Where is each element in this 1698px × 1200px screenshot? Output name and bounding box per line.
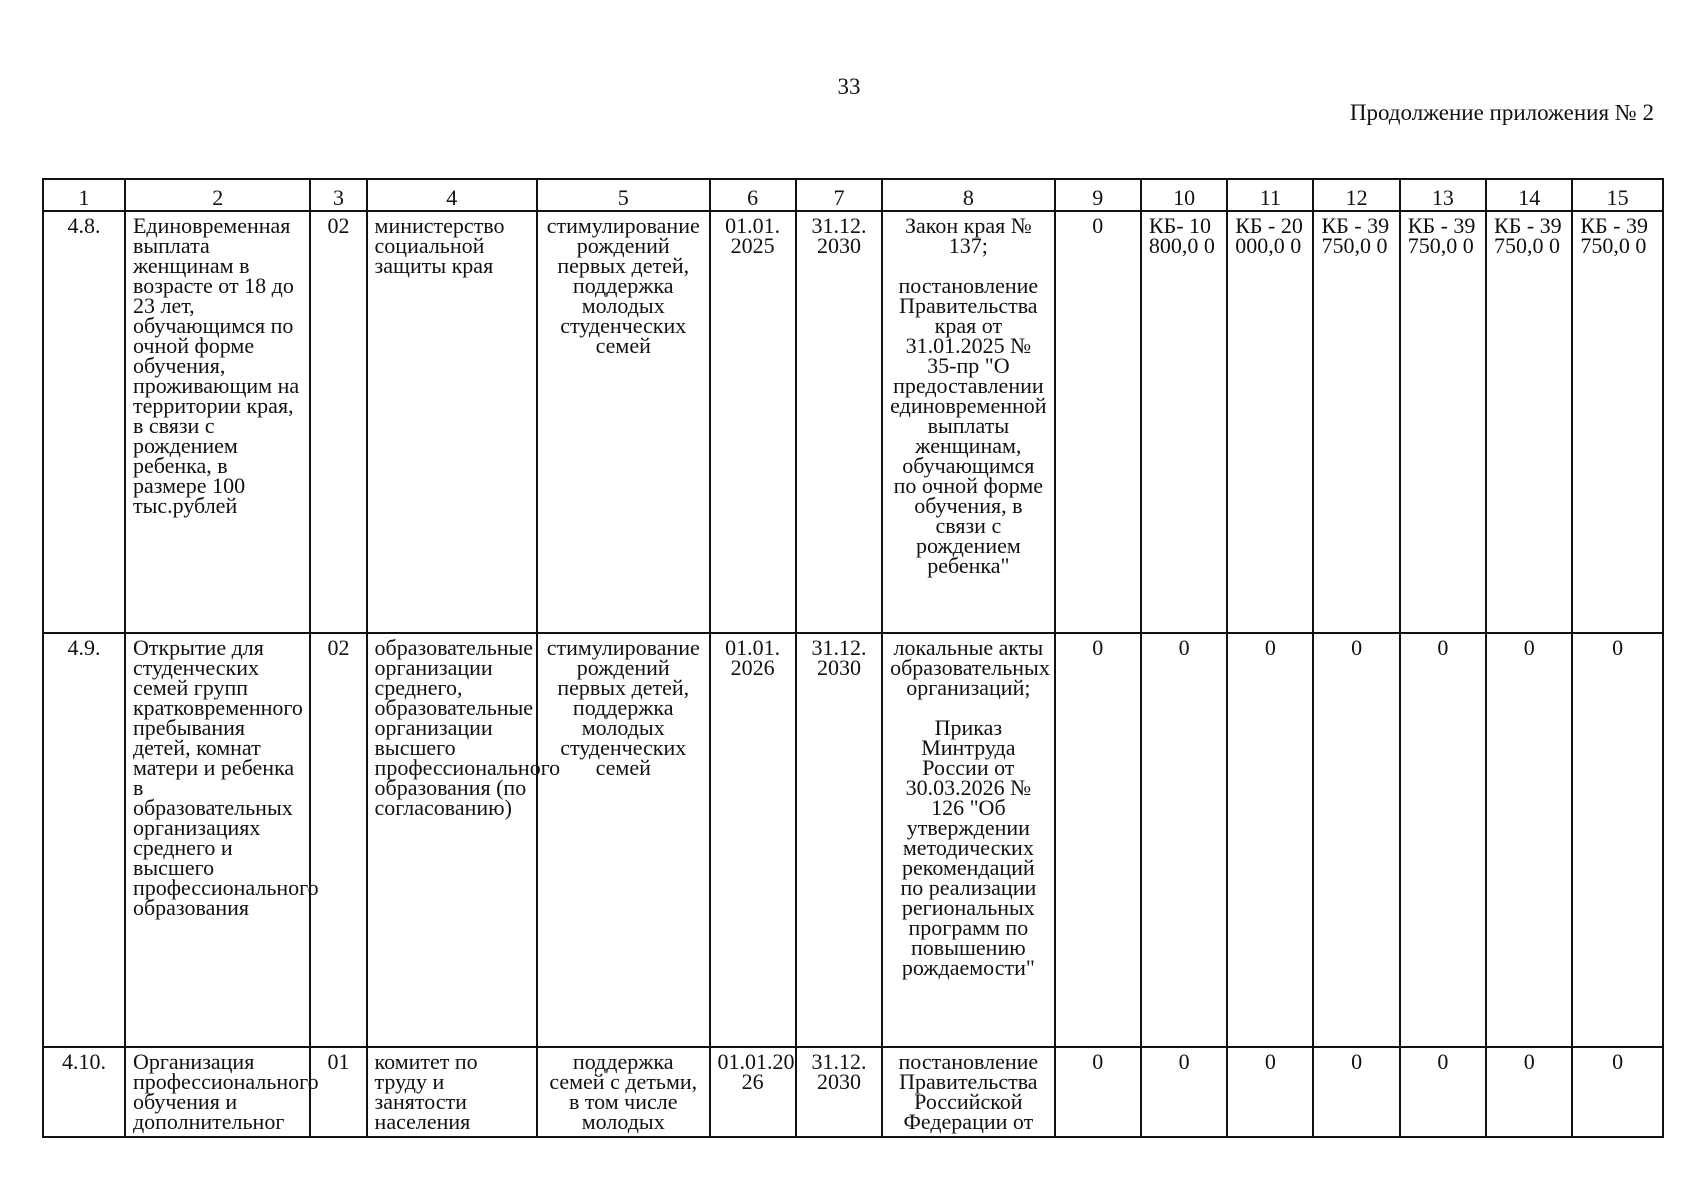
funding-cell: КБ - 39 750,0 0 (1400, 211, 1486, 633)
legal-basis-cell (882, 211, 1055, 633)
row-number: 4.8. (43, 211, 125, 633)
column-header: 14 (1486, 179, 1572, 211)
column-header: 7 (796, 179, 882, 211)
funding-cell: 0 (1141, 1047, 1227, 1137)
column-header: 11 (1227, 179, 1313, 211)
column-header: 5 (537, 179, 710, 211)
funding-cell: 0 (1400, 1047, 1486, 1137)
measure-name: Организация профессионального обучения и дополнительног (125, 1047, 311, 1137)
executor-cell: министерство социальной защиты края (367, 211, 537, 633)
column-header: 12 (1313, 179, 1399, 211)
funding-cell: 0 (1400, 633, 1486, 1047)
appendix-note: Продолжение приложения № 2 (1349, 100, 1654, 125)
funding-cell: 0 (1055, 1047, 1141, 1137)
measure-name: Открытие для студенческих семей групп кратковременного пребывания детей, комнат матери и ребенка в образовательных организациях среднего и высшего профессионального образования (125, 633, 311, 1047)
code-cell: 01 (310, 1047, 366, 1137)
program-table (42, 178, 1664, 1138)
column-header: 15 (1572, 179, 1663, 211)
start-date: 01.01. 2026 (710, 633, 796, 1047)
start-date: 01.01.20 26 (710, 1047, 796, 1137)
row-number: 4.10. (43, 1047, 125, 1137)
code-cell: 02 (310, 633, 366, 1047)
column-header: 9 (1055, 179, 1141, 211)
measure-name: Единовременная выплата женщинам в возрасте от 18 до 23 лет, обучающимся по очной форме обучения, проживающим на территории края, в связи с рождением ребенка, в размере 100 тыс.рублей (125, 211, 311, 633)
funding-cell: КБ- 10 800,0 0 (1141, 211, 1227, 633)
column-header: 8 (882, 179, 1055, 211)
table-row (43, 211, 1663, 633)
goal-cell: стимулирование рождений первых детей, поддержка молодых студенческих семей (537, 211, 710, 633)
funding-cell: 0 (1227, 633, 1313, 1047)
funding-cell: 0 (1313, 633, 1399, 1047)
column-header: 6 (710, 179, 796, 211)
table-header-row (43, 179, 1663, 211)
end-date: 31.12. 2030 (796, 1047, 882, 1137)
legal-basis-part: Закон края № 137; (905, 213, 1032, 258)
end-date: 31.12. 2030 (796, 633, 882, 1047)
funding-cell: 0 (1486, 633, 1572, 1047)
funding-cell: 0 (1313, 1047, 1399, 1137)
executor-cell: комитет по труду и занятости населения (367, 1047, 537, 1137)
funding-cell: 0 (1227, 1047, 1313, 1137)
funding-cell: КБ - 20 000,0 0 (1227, 211, 1313, 633)
funding-cell: 0 (1055, 211, 1141, 633)
table-row (43, 633, 1663, 1047)
legal-basis-part: локальные акты образовательных организаций; (890, 635, 1050, 700)
column-header: 10 (1141, 179, 1227, 211)
legal-basis-part: постановление Правительства края от 31.01.2025 № 35-пр "О предоставлении единовременной выплаты женщинам, обучающимся по очной форме обучения, в связи с рождением ребенка" (890, 273, 1047, 578)
start-date: 01.01. 2025 (710, 211, 796, 633)
end-date: 31.12. 2030 (796, 211, 882, 633)
goal-cell: стимулирование рождений первых детей, поддержка молодых студенческих семей (537, 633, 710, 1047)
column-header: 1 (43, 179, 125, 211)
table-row (43, 1047, 1663, 1137)
column-header: 3 (310, 179, 366, 211)
funding-cell: 0 (1572, 1047, 1663, 1137)
column-header: 4 (367, 179, 537, 211)
page-number: 33 (837, 74, 861, 99)
executor-cell: образовательные организации среднего, образовательные организации высшего профессионального образования (по согласованию) (367, 633, 537, 1047)
legal-basis-cell (882, 1047, 1055, 1137)
funding-cell: 0 (1572, 633, 1663, 1047)
code-cell: 02 (310, 211, 366, 633)
legal-basis-part: Приказ Минтруда России от 30.03.2026 № 126 "Об утверждении методических рекомендаций по реализации региональных программ по повышению рождаемости" (900, 715, 1037, 980)
funding-cell: 0 (1486, 1047, 1572, 1137)
legal-basis-cell (882, 633, 1055, 1047)
funding-cell: КБ - 39 750,0 0 (1572, 211, 1663, 633)
column-header: 2 (125, 179, 311, 211)
column-header: 13 (1400, 179, 1486, 211)
legal-basis-part: постановление Правительства Российской Федерации от (898, 1049, 1039, 1134)
funding-cell: 0 (1141, 633, 1227, 1047)
funding-cell: КБ - 39 750,0 0 (1313, 211, 1399, 633)
funding-cell: КБ - 39 750,0 0 (1486, 211, 1572, 633)
row-number: 4.9. (43, 633, 125, 1047)
funding-cell: 0 (1055, 633, 1141, 1047)
goal-cell: поддержка семей с детьми, в том числе молодых (537, 1047, 710, 1137)
